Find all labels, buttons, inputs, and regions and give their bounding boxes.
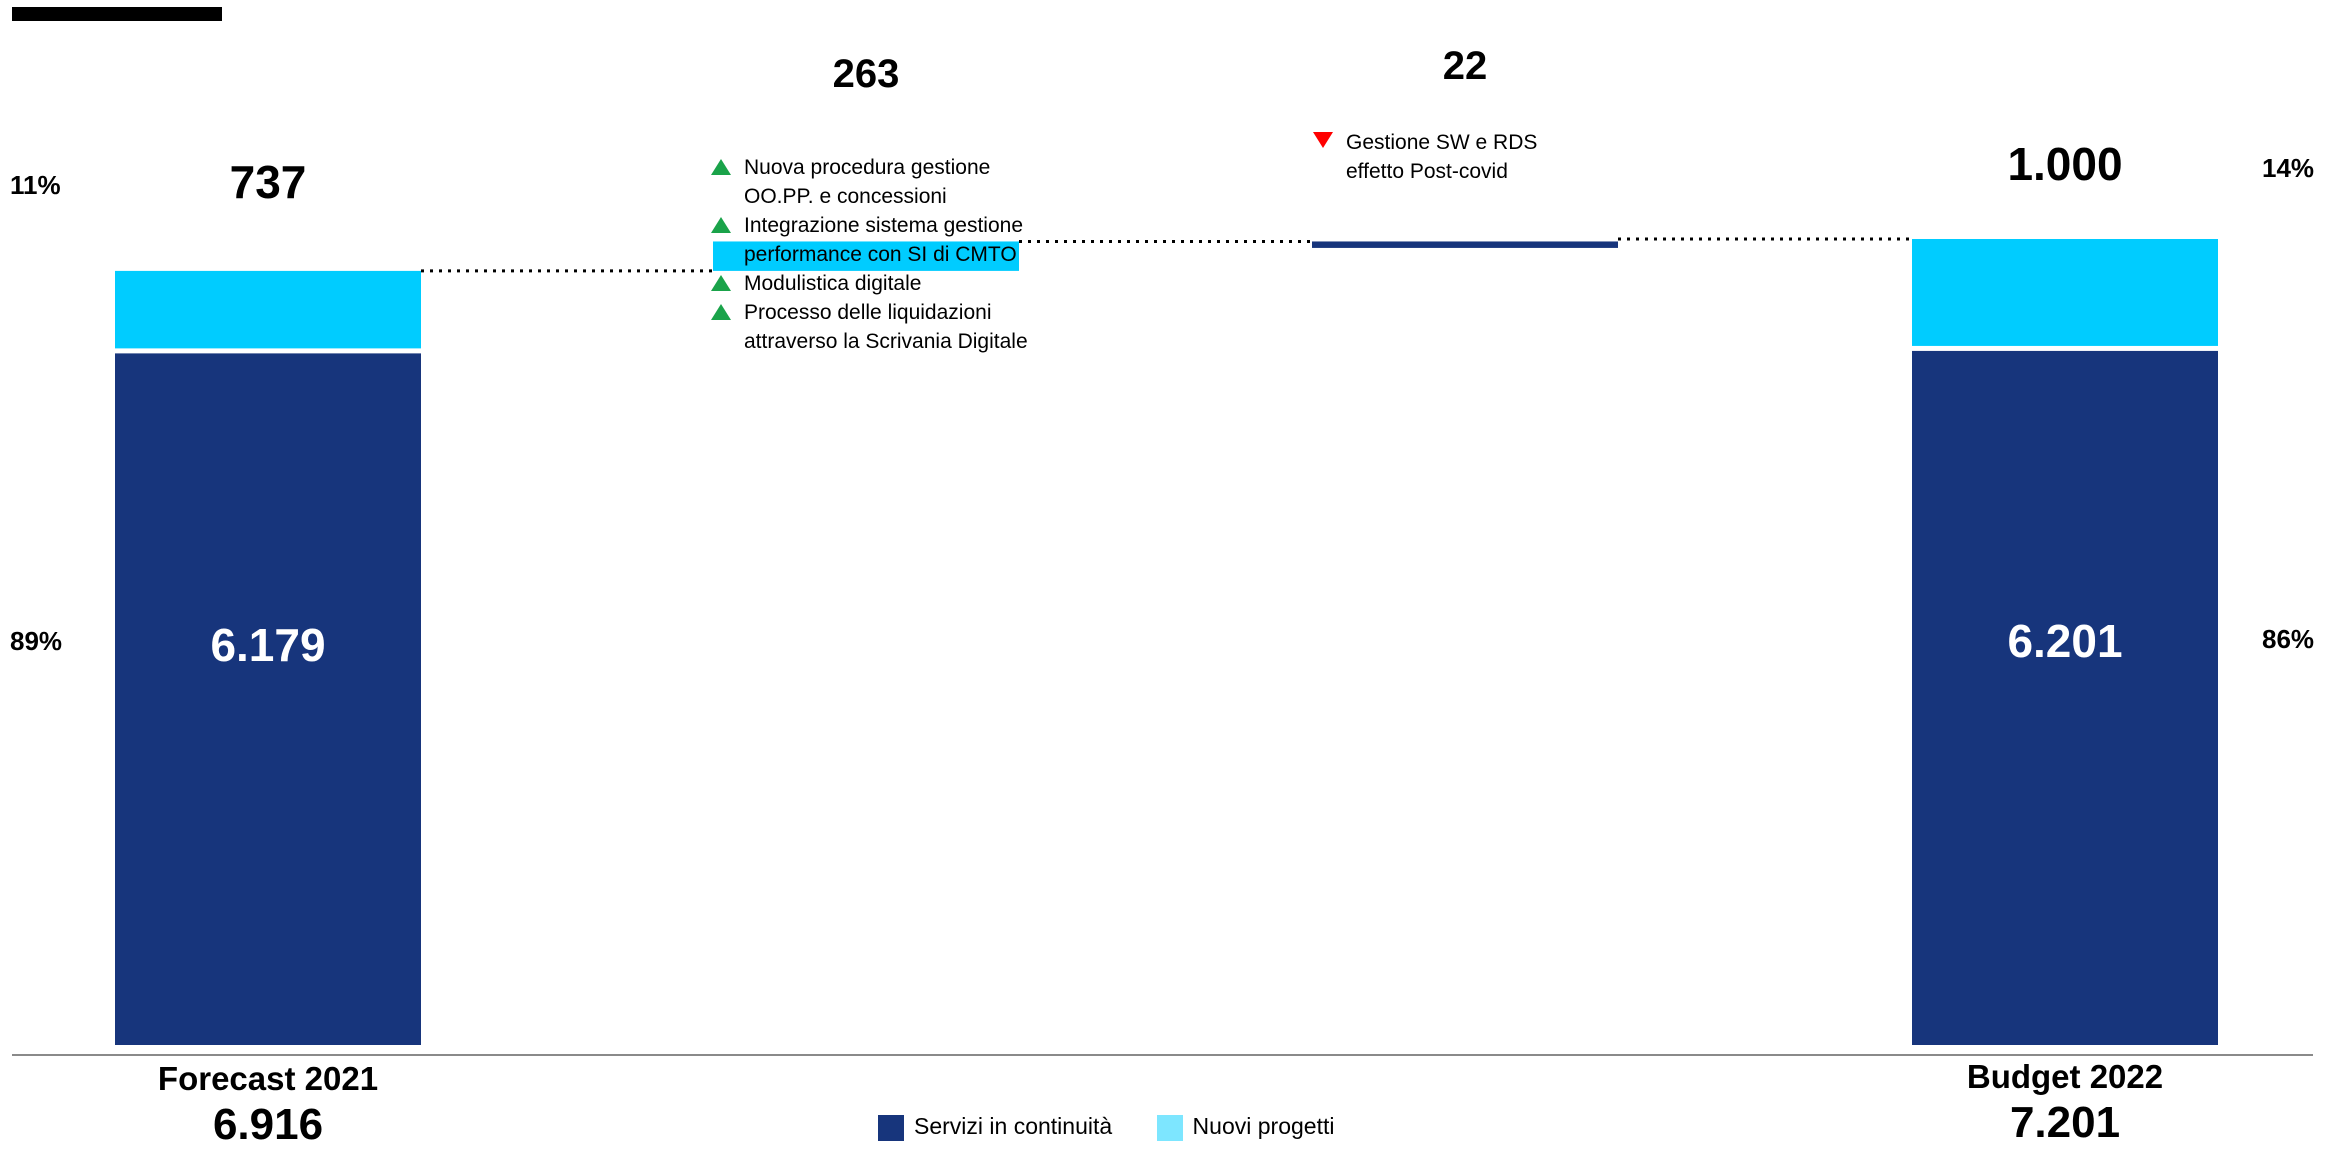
bar-budget-servizi [1912, 351, 2218, 1045]
annotation-line: attraverso la Scrivania Digitale [744, 330, 1028, 353]
green-up-triangle-icon [711, 304, 731, 320]
annotation-line: Modulistica digitale [744, 272, 922, 295]
bar-forecast-nuovi [115, 271, 421, 348]
forecast-servizi-value-label: 6.179 [210, 619, 326, 671]
legend-swatch-nuovi [1157, 1115, 1183, 1141]
budget-nuovi-percent: 14% [2262, 153, 2315, 183]
step-decrease-value-label: 22 [1442, 44, 1488, 88]
annotation-item [711, 153, 1111, 211]
annotation-item [711, 269, 1111, 298]
annotation-line: Gestione SW e RDS [1346, 131, 1538, 154]
green-up-triangle-icon [711, 159, 731, 175]
total-budget: 7.201 [2009, 1098, 2121, 1147]
budget-servizi-percent: 86% [2262, 624, 2315, 654]
budget-nuovi-value-label: 1.000 [2007, 138, 2123, 190]
legend-label-nuovi: Nuovi progetti [1192, 1112, 1335, 1139]
step-increase-value-label: 263 [832, 52, 900, 96]
annotation-line: Processo delle liquidazioni [744, 301, 992, 324]
forecast-nuovi-percent: 11% [10, 170, 61, 200]
legend-item-servizi [878, 1113, 1112, 1141]
bar-budget-nuovi [1912, 239, 2218, 346]
annotation-line: Integrazione sistema gestione [744, 214, 1023, 237]
green-up-triangle-icon [711, 275, 731, 291]
red-down-triangle-icon [1313, 132, 1333, 148]
annotation-line: Nuova procedura gestione [744, 156, 991, 179]
forecast-servizi-percent: 89% [10, 626, 63, 656]
annotation-item [711, 298, 1111, 356]
increase-annotation-list [711, 153, 1111, 356]
category-label-budget: Budget 2022 [1966, 1058, 2164, 1095]
annotation-line: OO.PP. e concessioni [744, 185, 947, 208]
decrease-annotation-list [1313, 128, 1643, 186]
budget-servizi-value-label: 6.201 [2007, 615, 2123, 667]
legend-label-servizi: Servizi in continuità [914, 1112, 1113, 1139]
category-label-forecast: Forecast 2021 [157, 1060, 379, 1097]
annotation-item [1313, 128, 1643, 186]
legend-swatch-servizi [878, 1115, 904, 1141]
forecast-nuovi-value-label: 737 [229, 156, 307, 208]
annotation-line: performance con SI di CMTO [744, 243, 1017, 266]
annotation-item [711, 211, 1111, 269]
legend [878, 1112, 1372, 1142]
total-forecast: 6.916 [212, 1100, 324, 1149]
legend-item-nuovi [1157, 1113, 1335, 1141]
bar-step-decrease [1312, 241, 1618, 247]
bar-forecast-servizi [115, 353, 421, 1045]
annotation-line: effetto Post-covid [1346, 160, 1508, 183]
green-up-triangle-icon [711, 217, 731, 233]
